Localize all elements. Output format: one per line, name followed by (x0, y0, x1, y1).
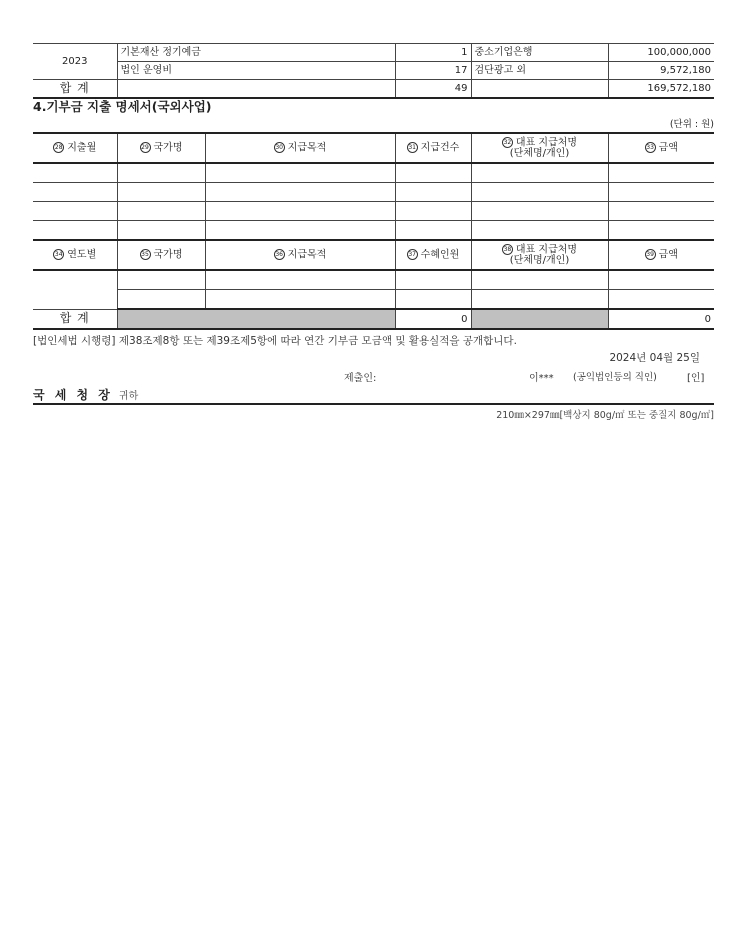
circled-number-icon: 33 (646, 144, 654, 152)
total-row (33, 309, 714, 329)
header-row (33, 240, 714, 270)
circled-number-icon: 30 (275, 144, 283, 152)
unit-label: (단위 : 원) (669, 119, 714, 130)
circled-number-icon: 28 (54, 144, 63, 152)
form-page (33, 43, 714, 421)
header-recipient: 32 대표 지급처명 (단체명/개인) (471, 133, 608, 163)
header-count: 31 지급건수 (395, 133, 471, 163)
circled-number-icon: 37 (408, 251, 416, 259)
header-country: 29 국가명 (117, 133, 205, 163)
header-purpose: 30 지급목적 (205, 133, 395, 163)
header-purpose: 36 지급목적 (205, 240, 395, 270)
table-row (33, 202, 714, 221)
total-amount: 0 (608, 309, 714, 329)
total-amount: 169,572,180 (608, 80, 714, 99)
assets-table (33, 43, 714, 99)
item-cell: 기본재산 정기예금 (117, 44, 395, 62)
paper-spec: 210㎜×297㎜[백상지 80g/㎡ 또는 중질지 80g/㎡] (496, 410, 714, 421)
empty-cell (117, 80, 395, 99)
empty-cell (471, 80, 608, 99)
shaded-cell (117, 309, 395, 329)
submitter-role: (공익법인등의 직인) (573, 372, 657, 383)
table-row (33, 290, 714, 310)
section-title: 4.기부금 지출 명세서(국외사업) (33, 99, 212, 114)
table-row (33, 44, 714, 62)
count-cell: 1 (395, 44, 471, 62)
amount-cell: 100,000,000 (608, 44, 714, 62)
table-row (33, 62, 714, 80)
item-cell: 법인 운영비 (117, 62, 395, 80)
header-year: 34 연도별 (33, 240, 117, 270)
law-notice: [법인세법 시행령] 제38조제8항 또는 제39조제5항에 따라 연간 기부금 모금액 및 활용실적을 공개합니다. (33, 335, 517, 347)
circled-number-icon: 39 (646, 251, 654, 259)
circled-number-icon: 32 (503, 138, 512, 146)
institution-cell: 검단광고 외 (471, 62, 608, 80)
addressee-line (33, 385, 714, 405)
institution-cell: 중소기업은행 (471, 44, 608, 62)
circled-number-icon: 35 (141, 251, 149, 259)
circled-number-icon: 31 (408, 144, 416, 152)
header-country: 35 국가명 (117, 240, 205, 270)
submitter-name: 이*** (529, 373, 554, 384)
header-amount: 39 금액 (608, 240, 714, 270)
amount-cell: 9,572,180 (608, 62, 714, 80)
circled-number-icon: 34 (54, 251, 63, 259)
submitter-line (33, 367, 714, 385)
circled-number-icon: 36 (275, 251, 283, 259)
total-count: 0 (395, 309, 471, 329)
table-row (33, 183, 714, 202)
table-row (33, 270, 714, 290)
table-row (33, 221, 714, 241)
addressee: 국 세 청 장 (33, 388, 113, 402)
table-row (33, 163, 714, 183)
count-cell: 17 (395, 62, 471, 80)
total-count: 49 (395, 80, 471, 99)
header-amount: 33 금액 (608, 133, 714, 163)
submission-date: 2024년 04월 25일 (609, 352, 700, 364)
seal-mark: [인] (687, 373, 705, 384)
overseas-donation-table (33, 132, 714, 330)
header-row (33, 133, 714, 163)
submitter-label: 제출인: (344, 373, 377, 384)
header-beneficiaries: 37 수혜인원 (395, 240, 471, 270)
total-label: 합 계 (33, 80, 117, 99)
year-cell: 2023 (33, 44, 117, 80)
shaded-cell (471, 309, 608, 329)
circled-number-icon: 38 (503, 245, 512, 253)
addressee-suffix: 귀하 (118, 391, 139, 402)
total-row (33, 80, 714, 99)
header-recipient: 38 대표 지급처명 (단체명/개인) (471, 240, 608, 270)
header-month: 28 지출월 (33, 133, 117, 163)
circled-number-icon: 29 (141, 144, 149, 152)
total-label: 합 계 (33, 309, 117, 329)
